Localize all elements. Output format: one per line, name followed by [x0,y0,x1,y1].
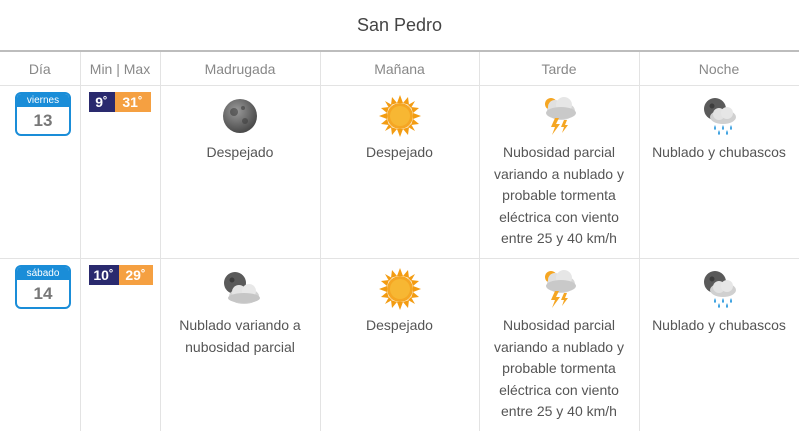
thunderstorm-icon [537,94,581,138]
date-badge [15,265,71,309]
weekday-label: viernes [17,94,69,107]
condition-text: Nubosidad parcial variando a nublado y probable tormenta eléctrica con viento entre 25 y 40 km/h [480,315,639,423]
header-row [0,52,799,86]
afternoon-cell [479,86,639,259]
dawn-cell [160,259,320,431]
dawn-cell [160,86,320,259]
sun-icon [378,94,422,138]
max-temp: 29˚ [119,265,153,285]
night-cloud-rain-icon [697,94,741,138]
minmax-cell [80,259,160,431]
condition-text: Nublado y chubascos [640,315,799,337]
condition-text: Nublado variando a nubosidad parcial [161,315,320,358]
header-dawn: Madrugada [160,52,320,86]
min-temp: 9˚ [89,92,115,112]
header-morning: Mañana [320,52,479,86]
date-number: 13 [17,107,69,134]
night-cloud-icon [218,267,262,311]
weekday-label: sábado [17,267,69,280]
morning-cell [320,259,479,431]
condition-text: Despejado [321,142,479,164]
header-day: Día [0,52,80,86]
night-cell [639,259,799,431]
condition-text: Nublado y chubascos [640,142,799,164]
morning-cell [320,86,479,259]
date-badge [15,92,71,136]
forecast-table [0,52,799,431]
date-number: 14 [17,280,69,307]
condition-text: Despejado [161,142,320,164]
min-temp: 10˚ [89,265,119,285]
thunderstorm-icon [537,267,581,311]
moon-clear-icon [218,94,262,138]
header-night: Noche [639,52,799,86]
max-temp: 31˚ [115,92,151,112]
night-cell [639,86,799,259]
forecast-row [0,259,799,431]
day-cell [0,86,80,259]
day-cell [0,259,80,431]
condition-text: Despejado [321,315,479,337]
location-title: San Pedro [0,0,799,52]
header-minmax: Min | Max [80,52,160,86]
sun-icon [378,267,422,311]
night-cloud-rain-icon [697,267,741,311]
minmax-cell [80,86,160,259]
condition-text: Nubosidad parcial variando a nublado y probable tormenta eléctrica con viento entre 25 y 40 km/h [480,142,639,250]
header-afternoon: Tarde [479,52,639,86]
forecast-row [0,86,799,259]
afternoon-cell [479,259,639,431]
